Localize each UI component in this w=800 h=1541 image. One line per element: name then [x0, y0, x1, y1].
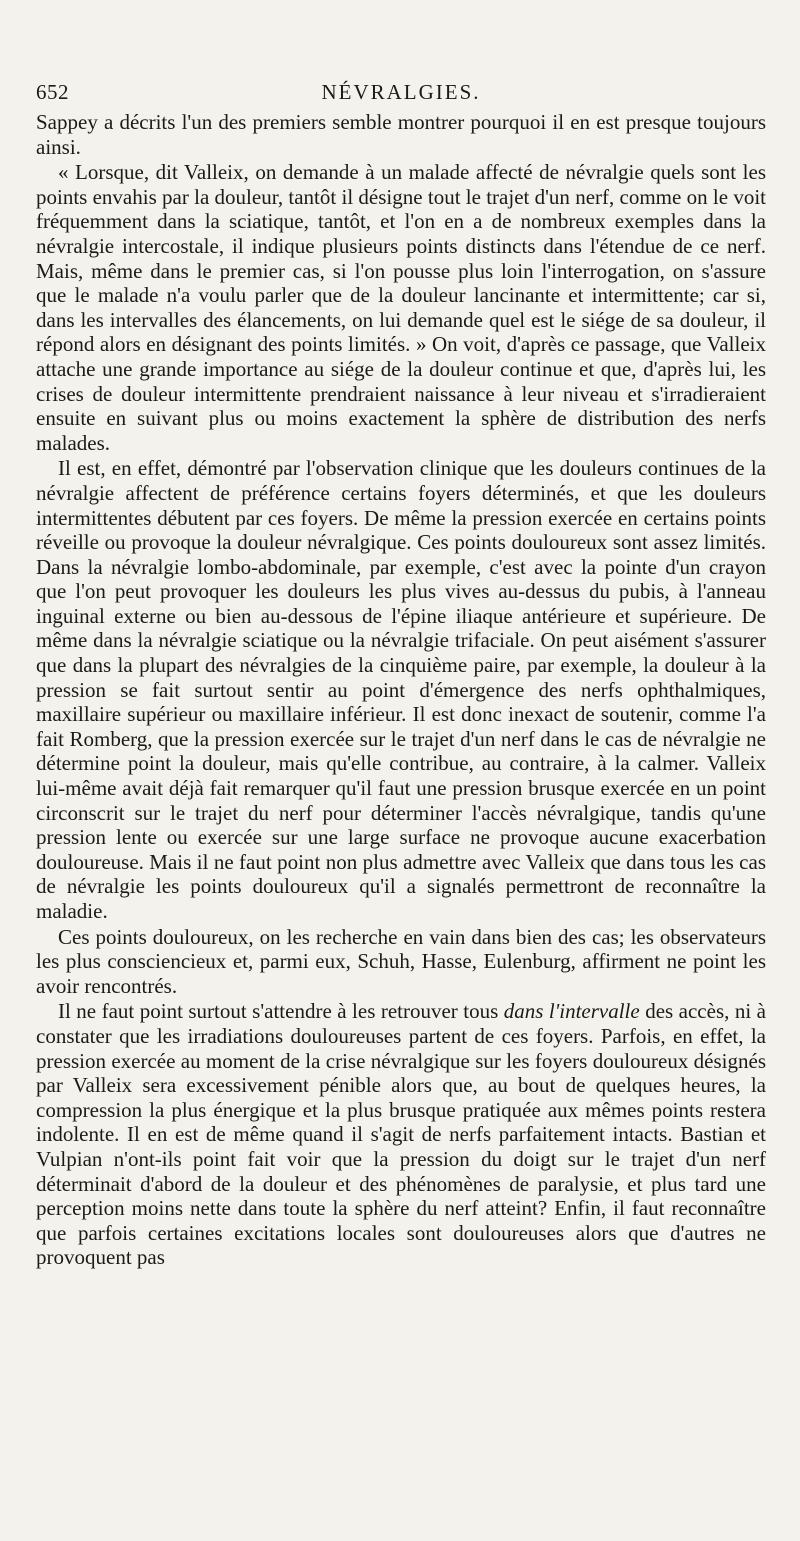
italic-phrase: dans l'intervalle — [503, 999, 640, 1024]
paragraph-3: Il est, en effet, démontré par l'observation clinique que les douleurs continues de la névralgie affectent de préférence certains foyers déterminés, et que les douleurs intermittentes débutent par ces foyers. De même la pression exercée en certains points réveille ou provoque la douleur névralgique. Ces points douloureux sont assez limités. Dans la névralgie lombo-abdominale, par exemple, c'est avec la pointe d'un crayon que l'on peut provoquer les douleurs les plus vives au-dessus du pubis, à l'anneau inguinal externe ou bien au-dessous de l'épine iliaque antérieure et supérieure. De même dans la névralgie sciatique ou la névralgie trifaciale. On peut aisément s'assurer que dans la plupart des névralgies de la cinquième paire, par exemple, la douleur à la pression se fait surtout sentir au point d'émergence des nerfs ophthalmiques, maxillaire supérieur ou maxillaire inférieur. Il est donc inexact de soutenir, comme l'a fait Romberg, que la pression exercée sur le trajet d'un nerf dans le cas de névralgie ne détermine point la douleur, mais qu'elle contribue, au contraire, à la calmer. Valleix lui-même avait déjà fait remarquer qu'il faut une pression brusque exercée en un point circonscrit sur le trajet du nerf pour déterminer l'accès névralgique, tandis qu'une pression lente ou exercée sur une large surface ne provoque aucune exacerbation douloureuse. Mais il ne faut point non plus admettre avec Valleix que dans tous les cas de névralgie les points douloureux qu'il a signalés permettront de reconnaître la maladie. — [36, 456, 766, 923]
running-title: NÉVRALGIES. — [321, 80, 481, 104]
paragraph-5-end: des accès, ni à constater que les irradiations douloureuses partent de ces foyers. Parfois, en effet, la pression exercée au moment de la crise névralgique sur les foyers douloureux désignés par Valleix sera excessivement pénible alors que, au bout de quelques heures, la compression la plus énergique et la plus brusque pratiquée aux mêmes points restera indolente. Il en est de même quand il s'agit de nerfs parfaitement intacts. Bastian et Vulpian n'ont-ils point fait voir que la pression du doigt sur le trajet d'un nerf déterminait d'abord de la douleur et des phénomènes de paralysie, et plus tard une perception moins nette dans toute la sphère du nerf atteint? Enfin, il faut reconnaître que parfois certaines excitations locales sont douloureuses alors que d'autres ne provoquent pas — [36, 999, 766, 1270]
paragraph-2: « Lorsque, dit Valleix, on demande à un malade affecté de névralgie quels sont les points envahis par la douleur, tantôt il désigne tout le trajet d'un nerf, comme on le voit fréquemment dans la sciatique, tantôt, et l'on en a de nombreux exemples dans la névralgie intercostale, il indique plusieurs points distincts dans l'étendue de ce nerf. Mais, même dans le premier cas, si l'on pousse plus loin l'interrogation, on s'assure que le malade n'a voulu parler que de la douleur lancinante et intermittente; car si, dans les intervalles des élancements, on lui demande quel est le siége de sa douleur, il répond alors en désignant des points limités. » On voit, d'après ce passage, que Valleix attache une grande importance au siége de la douleur continue et que, d'après lui, les crises de douleur intermittente prendraient naissance à leur niveau et s'irradieraient ensuite en suivant plus ou moins exactement la sphère de distribution des nerfs malades. — [36, 160, 766, 455]
running-header — [36, 76, 766, 110]
paragraph-1: Sappey a décrits l'un des premiers semble montrer pourquoi il en est presque toujours ainsi. — [36, 110, 766, 159]
page-number: 652 — [36, 80, 69, 104]
paragraph-5-start: Il ne faut point surtout s'attendre à les retrouver tous — [58, 999, 504, 1024]
body-text — [36, 110, 766, 1270]
paragraph-4: Ces points douloureux, on les recherche en vain dans bien des cas; les observateurs les plus consciencieux et, parmi eux, Schuh, Hasse, Eulenburg, affirment ne point les avoir rencontrés. — [36, 924, 766, 998]
paragraph-5 — [36, 999, 766, 1270]
